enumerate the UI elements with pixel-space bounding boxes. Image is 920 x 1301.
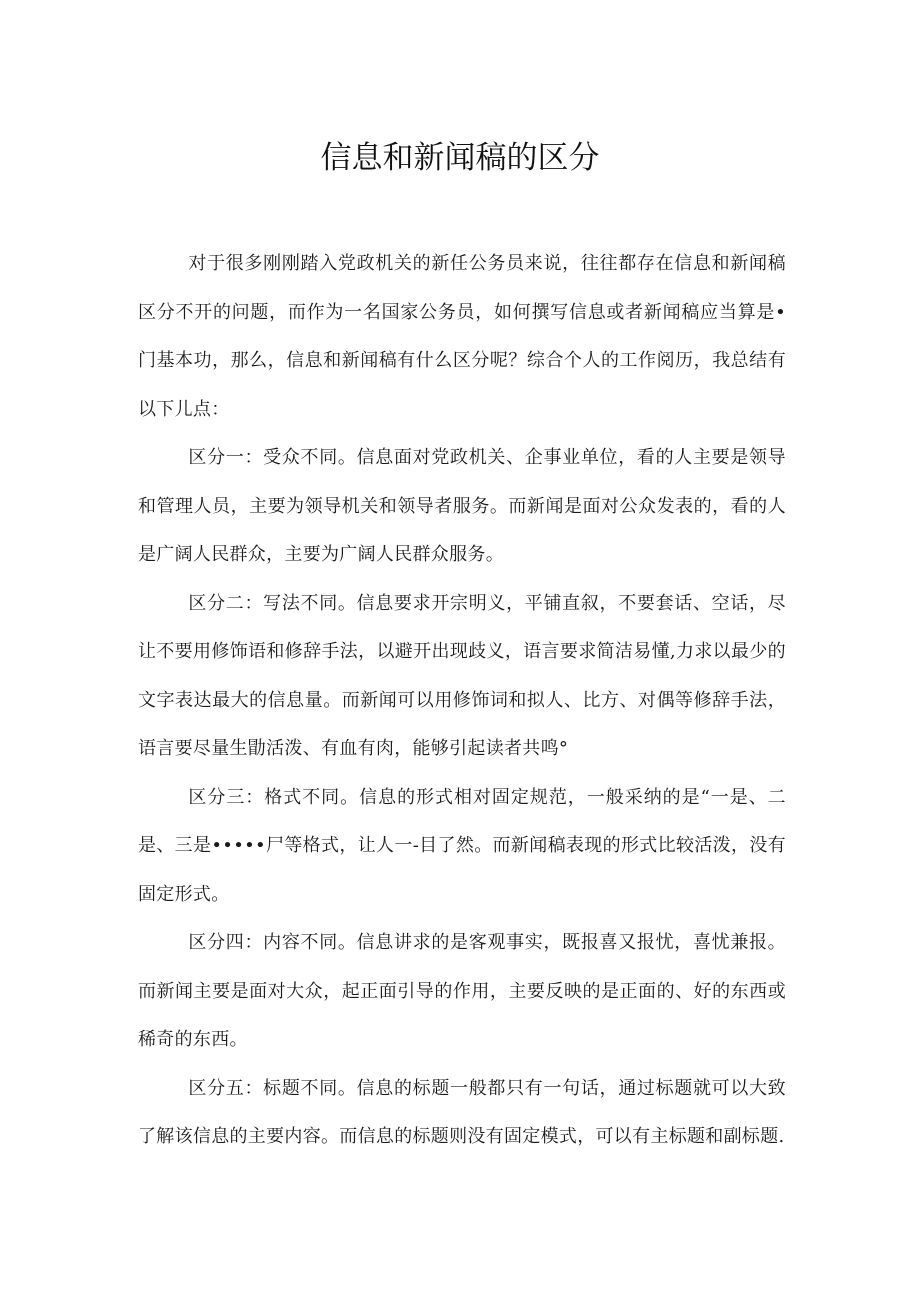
paragraph-difference-4: 区分四：内容不同。信息讲求的是客观事实，既报喜又报忧，喜忧兼报。而新闻主要是面对大众，起正面引导的作用，主要反映的是正面的、好的东西或稀奇的东西。 xyxy=(138,932,786,1050)
document-title: 信息和新闻稿的区分 xyxy=(320,140,600,176)
document-body xyxy=(138,240,786,1162)
paragraph-difference-1: 区分一：受众不同。信息面对党政机关、企事业单位，看的人主要是领导和管理人员，主要为领导机关和领导者服务。而新闻是面对公众发表的，看的人是广阔人民群众，主要为广阔人民群众服务。 xyxy=(138,447,786,565)
paragraph-difference-3: 区分三：格式不同。信息的形式相对固定规范，一般采纳的是“一是、二是、三是•••••尸等格式，让人一-目了然。而新闻稿表现的形式比较活泼，没有固定形式。 xyxy=(138,786,786,905)
paragraph-difference-2: 区分二：写法不同。信息要求开宗明义，平铺直叙，不要套话、空话，尽让不要用修饰语和修辞手法，以避开出现歧义，语言要求简洁易懂,力求以最少的文字表达最大的信息量。而新闻可以用修饰词和拟人、比方、对偶等修辞手法，语言要尽量生勖活泼、有血有肉，能够引起读者共鸣° xyxy=(138,592,786,759)
paragraph-difference-5: 区分五：标题不同。信息的标题一般都只有一句话，通过标题就可以大致了解该信息的主要内容。而信息的标题则没有固定模式，可以有主标题和副标题. xyxy=(138,1077,786,1147)
paragraph-intro: 对于很多刚刚踏入党政机关的新任公务员来说，往往都存在信息和新闻稿区分不开的问题，而作为一名国家公务员，如何撰写信息或者新闻稿应当算是•门基本功，那么，信息和新闻稿有什么区分呢？综合个人的工作阅历，我总结有以下儿点： xyxy=(138,253,786,420)
